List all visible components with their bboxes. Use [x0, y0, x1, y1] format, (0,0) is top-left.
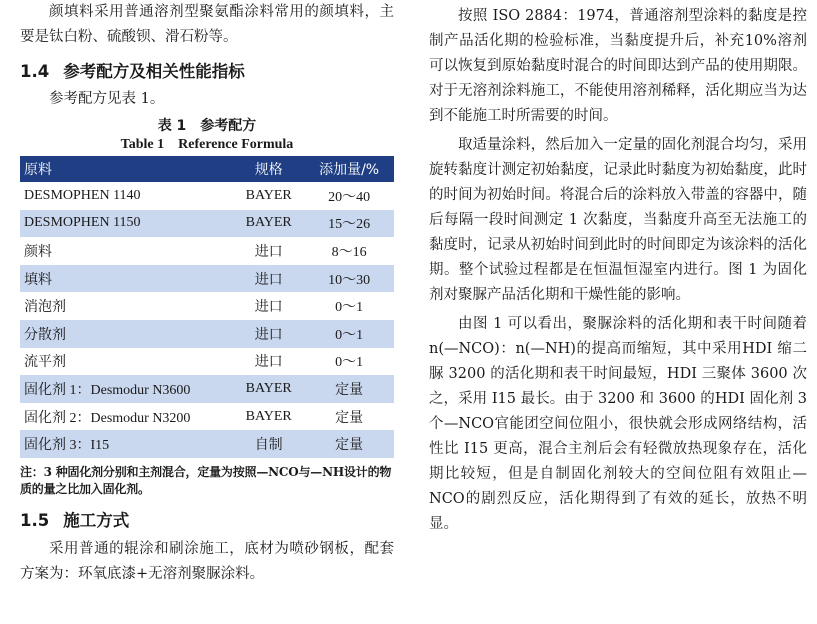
- cell-amount: 10～30: [304, 265, 394, 293]
- table-row: [20, 210, 394, 238]
- reference-paragraph: 参考配方见表 1。: [49, 91, 165, 107]
- cell-amount: 20～40: [328, 189, 371, 205]
- cell-material: DESMOPHEN 1150: [20, 210, 233, 238]
- intro-paragraph: 颜填料采用普通溶剂型聚氨酯涂料常用的颜填料，主要是钛白粉、硫酸钡、滑石粉等。: [20, 4, 394, 45]
- header-material: 原料: [20, 156, 233, 182]
- table-note: 注：3 种固化剂分别和主剂混合，定量为按照—NCO与—NH设计的物质的量之比加入固化剂。: [20, 464, 392, 496]
- cell-amount: 8～16: [331, 244, 367, 260]
- table-row: [20, 430, 394, 458]
- table-row: [20, 182, 394, 210]
- right-column: [429, 4, 807, 537]
- table-caption-en: Table 1 Reference Formula: [120, 137, 294, 152]
- cell-material: 流平剂: [24, 355, 66, 371]
- table-caption-cn: 表 1 参考配方: [157, 118, 257, 134]
- table-row: [20, 265, 394, 293]
- cell-material: 消泡剂: [24, 300, 66, 316]
- header-spec: 规格: [233, 156, 304, 182]
- table-row: [20, 375, 394, 403]
- cell-material: 固化剂 3：I15: [20, 430, 233, 458]
- table-row: [20, 292, 394, 320]
- section-number: 1.4: [20, 62, 50, 81]
- section-1-4-heading: [20, 59, 394, 85]
- cell-spec: 进口: [233, 265, 304, 293]
- reference-formula-table: [20, 156, 394, 458]
- cell-amount: 0～1: [335, 300, 364, 316]
- cell-material: 固化剂 2：Desmodur N3200: [24, 410, 191, 426]
- cell-amount: 定量: [304, 375, 394, 403]
- cell-amount: 定量: [304, 430, 394, 458]
- cell-spec: 进口: [233, 320, 304, 348]
- table-row: [20, 403, 394, 431]
- section-number: 1.5: [20, 510, 50, 530]
- section-1-5-heading: [20, 508, 394, 534]
- cell-material: DESMOPHEN 1140: [24, 187, 141, 203]
- cell-amount: 0～1: [304, 320, 394, 348]
- cell-amount: 15～26: [304, 210, 394, 238]
- section-title: 参考配方及相关性能指标: [63, 62, 245, 81]
- header-amount: 添加量/%: [304, 156, 394, 182]
- cell-material: 填料: [20, 265, 233, 293]
- table-row: [20, 320, 394, 348]
- results-paragraph: 由图 1 可以看出，聚脲涂料的活化期和表干时间随着n(—NCO)：n(—NH)的提高而缩短，其中采用HDI 缩二脲 3200 的活化期和表干时间最短，HDI 三聚体 3600 次之，采用 I15 最长。由于 3200 和 3600 的HDI 固化剂 3 个—NCO官能团空间位阻小，很快就会形成网络结构，活性比 I15 更高，混合主剂后会有轻微放热现象存在，活化期比较短，但是自制固化剂较大的空间位阻有效阻止—NCO的剧烈反应，活化期得到了有效的延长，放热不明显。: [429, 316, 807, 532]
- cell-spec: BAYER: [245, 408, 292, 424]
- cell-material: 颜料: [24, 244, 52, 260]
- cell-spec: BAYER: [245, 187, 292, 203]
- cell-spec: 自制: [233, 430, 304, 458]
- table-row: [20, 237, 394, 265]
- construction-paragraph: 采用普通的辊涂和刷涂施工，底材为喷砂钢板，配套方案为：环氧底漆+无溶剂聚脲涂料。: [20, 540, 394, 582]
- left-column: [20, 0, 394, 587]
- cell-amount: 定量: [335, 410, 364, 426]
- cell-spec: BAYER: [233, 375, 304, 403]
- cell-material: 分散剂: [20, 320, 233, 348]
- iso-viscosity-paragraph: 按照 ISO 2884：1974，普通溶剂型涂料的黏度是控制产品活化期的检验标准，当黏度提升后，补充10%溶剂可以恢复到原始黏度时混合的时间即达到产品的使用期限。对于无溶剂涂料施工，不能使用溶剂稀释，活化期应当为达到不能施工时所需要的时间。: [429, 8, 807, 124]
- table-header-row: [20, 156, 394, 182]
- section-title: 施工方式: [63, 510, 130, 530]
- table-row: [20, 348, 394, 376]
- cell-material: 固化剂 1：Desmodur N3600: [20, 375, 233, 403]
- cell-amount: 0～1: [335, 355, 364, 371]
- cell-spec: 进口: [254, 355, 283, 371]
- cell-spec: BAYER: [233, 210, 304, 238]
- cell-spec: 进口: [254, 244, 283, 260]
- cell-spec: 进口: [254, 300, 283, 316]
- test-method-paragraph: 取适量涂料，然后加入一定量的固化剂混合均匀，采用旋转黏度计测定初始黏度，记录此时黏度为初始黏度，此时的时间为初始时间。将混合后的涂料放入带盖的容器中，随后每隔一段时间测定 1 次黏度，当黏度升高至无法施工的黏度时，记录从初始时间到此时的时间即定为该涂料的活化期。整个试验过程都是在恒温恒湿室内进行。图 1 为固化剂对聚脲产品活化期和干燥性能的影响。: [429, 137, 807, 303]
